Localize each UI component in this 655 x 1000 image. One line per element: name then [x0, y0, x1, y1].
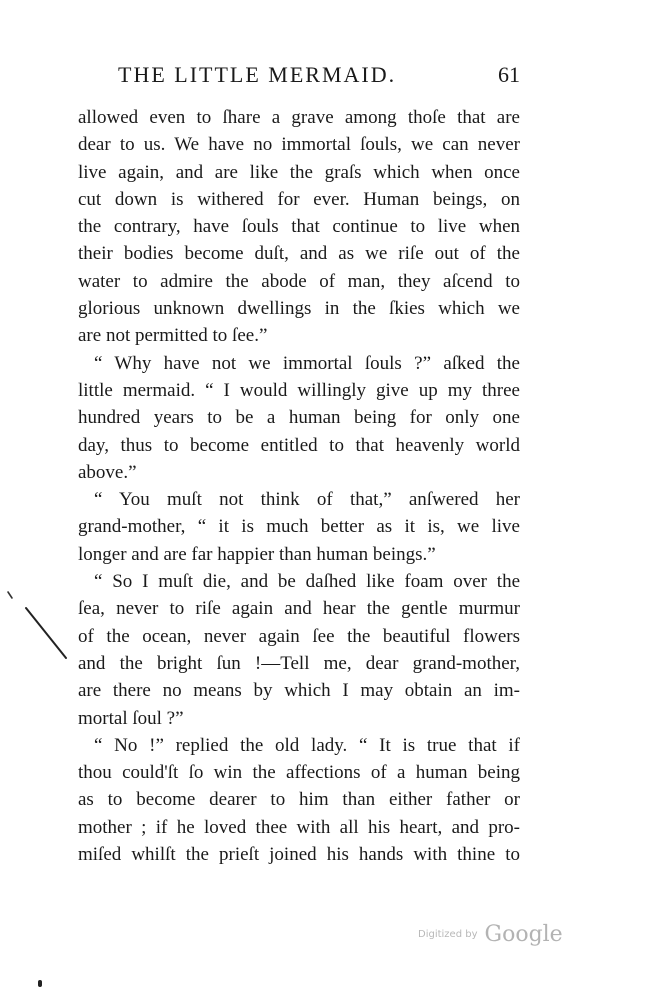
text-line: the contrary, have ſouls that continue to live when: [78, 216, 520, 238]
digitized-by-label: Digitized by: [418, 929, 478, 940]
running-title: THE LITTLE MERMAID.: [118, 62, 397, 87]
text-line: miſed whilſt the prieſt joined his hands with thine to: [78, 844, 520, 866]
text-line: water to admire the abode of man, they aſcend to: [78, 270, 520, 292]
text-line: mortal ſoul ?”: [78, 707, 184, 729]
text-line: mother ; if he loved thee with all his heart, and pro-: [78, 816, 520, 838]
text-line: and the bright ſun !—Tell me, dear grand-mother,: [78, 652, 520, 674]
digitized-watermark: [418, 922, 563, 952]
text-line: cut down is withered for ever. Human beings, on: [78, 188, 520, 210]
ink-speck: [38, 980, 42, 987]
running-head: [78, 62, 520, 94]
text-line: dear to us. We have no immortal ſouls, we can never: [78, 134, 520, 156]
text-line: glorious unknown dwellings in the ſkies which we: [78, 298, 520, 320]
text-line: above.”: [78, 461, 137, 483]
text-line: “ You muſt not think of that,” anſwered her: [94, 489, 520, 511]
body-text: [78, 104, 520, 868]
text-line: are there no means by which I may obtain an im-: [78, 680, 520, 702]
google-logo: Google: [484, 922, 563, 947]
text-line: “ No !” replied the old lady. “ It is true that if: [94, 734, 520, 756]
text-line: grand-mother, “ it is much better as it is, we live: [78, 516, 520, 538]
text-line: ſea, never to riſe again and hear the gentle murmur: [78, 598, 520, 620]
text-line: as to become dearer to him than either father or: [78, 789, 520, 811]
text-line: allowed even to ſhare a grave among thoſe that are: [78, 107, 520, 128]
text-line: hundred years to be a human being for only one: [78, 407, 520, 429]
text-line: longer and are far happier than human beings.”: [78, 543, 436, 565]
text-line: their bodies become duſt, and as we riſe out of the: [78, 243, 520, 265]
text-line: little mermaid. “ I would willingly give up my three: [78, 379, 520, 401]
text-line: of the ocean, never again ſee the beautiful flowers: [78, 625, 520, 647]
text-line: are not permitted to ſee.”: [78, 325, 268, 347]
text-line: live again, and are like the graſs which when once: [78, 161, 520, 183]
margin-pencil-mark: [0, 584, 75, 674]
page-number: 61: [498, 62, 520, 87]
text-line: “ Why have not we immortal ſouls ?” aſked the: [94, 352, 520, 374]
text-line: day, thus to become entitled to that heavenly world: [78, 434, 520, 456]
text-line: “ So I muſt die, and be daſhed like foam over the: [94, 571, 520, 593]
text-line: thou could'ſt ſo win the affections of a human being: [78, 762, 520, 784]
